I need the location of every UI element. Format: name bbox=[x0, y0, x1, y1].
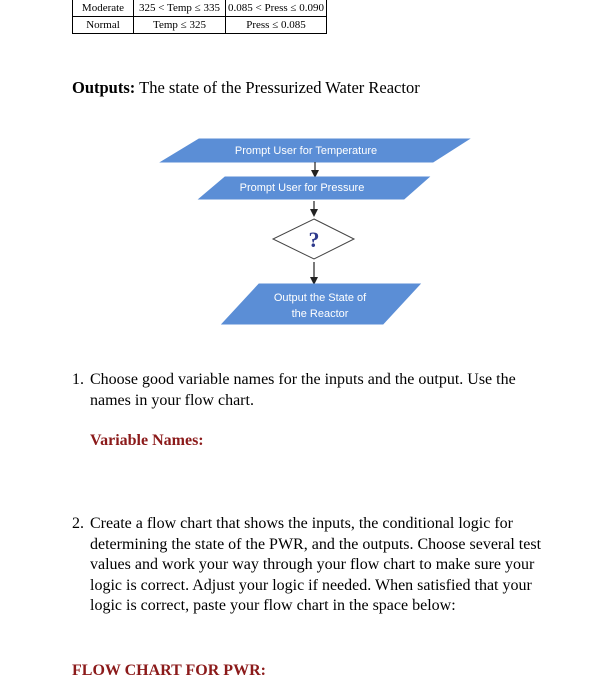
flowchart-heading: FLOW CHART FOR PWR: bbox=[72, 662, 266, 679]
input-temperature-label: Prompt User for Temperature bbox=[234, 145, 378, 157]
outputs-text: The state of the Pressurized Water Reactor bbox=[139, 78, 420, 97]
question-2 bbox=[72, 514, 542, 617]
decision-question-mark: ? bbox=[308, 227, 320, 252]
variable-names-heading: Variable Names: bbox=[90, 432, 204, 449]
table-cell-state: Normal bbox=[73, 17, 134, 34]
output-state-label-line1: Output the State of bbox=[273, 292, 367, 304]
question-2-text: Create a flow chart that shows the inputs, the conditional logic for determining the state of the PWR, and the outputs. Choose several test values and work your way through your flow chart to make sure your logic is correct. Adjust your logic if needed. When satisfied that your logic is correct, paste your flow chart in the space below: bbox=[90, 515, 542, 614]
question-1 bbox=[72, 370, 542, 411]
table-cell-temp: 325 < Temp ≤ 335 bbox=[134, 0, 226, 17]
flowchart-diagram bbox=[0, 0, 607, 340]
question-1-number: 1. bbox=[72, 371, 84, 388]
table-cell-press: 0.085 < Press ≤ 0.090 bbox=[226, 0, 327, 17]
table-cell-temp: Temp ≤ 325 bbox=[134, 17, 226, 34]
outputs-label: Outputs: bbox=[72, 78, 136, 97]
input-pressure-label: Prompt User for Pressure bbox=[239, 182, 365, 194]
question-2-number: 2. bbox=[72, 515, 84, 532]
table-cell-state: Moderate bbox=[73, 0, 134, 17]
table-cell-press: Press ≤ 0.085 bbox=[226, 17, 327, 34]
question-1-text: Choose good variable names for the inputs and the output. Use the names in your flow chart. bbox=[90, 371, 516, 409]
output-state-label-line2: the Reactor bbox=[291, 308, 349, 320]
